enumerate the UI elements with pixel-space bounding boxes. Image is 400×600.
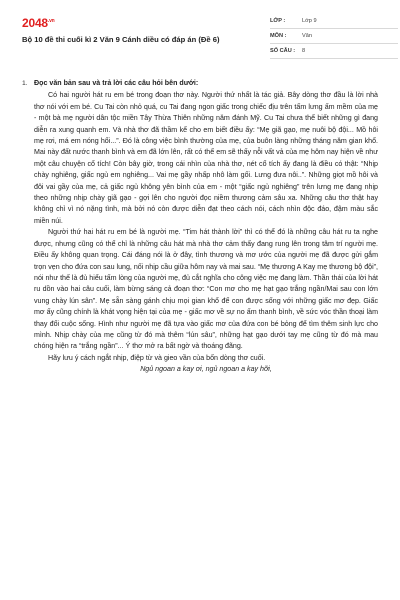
exam-title: Bộ 10 đề thi cuối kì 2 Văn 9 Cánh diều có đáp án (Đề 6) (22, 35, 220, 44)
meta-row-subject (270, 29, 398, 44)
meta-key: MÔN : (270, 33, 287, 39)
logo-tld: .vn (47, 18, 55, 24)
paragraph: Người thứ hai hát ru em bé là người mẹ. “Tim hát thành lời” thì có thể đó là những câu hát ru ta nghe được, nhưng cũng có thể chỉ là những câu hát mà nhà thơ cảm thấy đang rung lên trong tâm trí người mẹ. Điều ấy không quan trọng. Cái đáng nói là ở đây, tình thương và mơ ước của người mẹ đã được gửi gắm trọn vẹn cho đứa con sau lung, nối nhịp cầu giữa hôm nay và mai sau. “Mẹ thương A Kay mẹ thương bộ đội”, nói như thế là đủ hiểu tấm lòng của người mẹ, đủ cắt nghĩa cho công việc mẹ đang làm. Thần thái của lời hát ru dồn vào hai câu cuối, làm bừng sáng cả đoạn thơ: “Con mơ cho mẹ hạt gạo trắng ngần/Mai sau con lớn vung chày lún sân”. Mẹ sẵn sàng gánh chịu mọi gian khổ để con được sống với những giấc mơ đẹp. Giấc mơ ấy cũng chính là khát vọng hiện tại của mẹ - giấc mơ về sự no ấm thanh bình, về sức vóc thần thoại làm thay đổi cuộc sống. Hình như người mẹ đã tựa vào giấc mơ của đứa con bé bỏng để tìm thêm sinh lực cho mình. Nhịp chày của mẹ cũng từ đó mà thêm “lún sâu”, những hạt gạo dưới tay mẹ cũng từ đó mà mau chóng hiện ra “trắng ngần”... Ý thơ mở ra bất ngờ và thoáng đãng. (34, 228, 378, 351)
document-header (22, 12, 382, 68)
paragraph: Có hai người hát ru em bé trong đoạn thơ này. Người thứ nhất là tác giả. Bây dòng thơ đầu là lời nhà thơ nói với em bé. Cu Tai còn nhỏ quá, cu Tai đang ngon giấc trong chiếc địu trên tấm lưng ấm mềm của mẹ - một bà mẹ người dân tộc miền Tây Thừa Thiên những năm đánh Mỹ. Cu Tai chưa thể biết những gì đang diễn ra xung quanh em. Và nhà thơ đã thầm kể cho em biết điều ấy: “Mẹ giã gạo, mẹ nuôi bộ đội... Mồ hôi mẹ rơi, má em nóng hổi...”. Đó là công việc bình thường của mẹ, của buôn làng những tháng năm gian khổ. Mai này đất nước thanh bình và em đã lớn lên, rất có thể em sẽ thấy nỗi vất vả của mẹ hôm nay hiện về như một câu chuyện cổ tích! Còn bây giờ, trong cái nhìn của nhà thơ, nét cổ tích ấy đang là điều có thật: “Nhịp chày nghiêng, giấc ngủ em nghiêng... Vai mẹ gầy nhấp nhô làm gối. Lưng đưa nôi..”. Những giọt mồ hôi và đôi vai gầy của mẹ, cả giấc ngủ không yên bình của em - một “giấc ngủ nghiêng” trên lưng mẹ đang nhịp theo những nhịp chày giã gạo - gợi lên cho người đọc niềm thương cảm sâu xa. Những câu thơ thật hay không chỉ vì nó nặng tình, mà bởi nó còn được diễn đạt theo cách nói, cách nhìn độc đáo, đậm màu sắc miền núi. (34, 91, 378, 225)
exam-meta-table (270, 14, 398, 59)
meta-value: 8 (302, 48, 306, 54)
site-logo[interactable] (22, 16, 55, 30)
question-heading: Đọc văn bản sau và trả lời các câu hỏi bên dưới: (34, 79, 199, 87)
question-content (34, 78, 378, 376)
poem-line: Ngủ ngoan a kay ơi, ngủ ngoan a kay hỡi, (140, 365, 272, 374)
meta-row-question-count (270, 44, 398, 59)
meta-row-class (270, 14, 398, 29)
meta-key: LỚP : (270, 18, 286, 24)
logo-text: 2048 (22, 16, 48, 30)
meta-key: SỐ CÂU : (270, 48, 296, 54)
question-number: 1. (22, 80, 28, 87)
paragraph: Hãy lưu ý cách ngắt nhịp, điệp từ và gieo vần của bốn dòng thơ cuối. (48, 353, 266, 362)
meta-value: Lớp 9 (302, 18, 317, 24)
meta-value: Văn (302, 33, 312, 39)
